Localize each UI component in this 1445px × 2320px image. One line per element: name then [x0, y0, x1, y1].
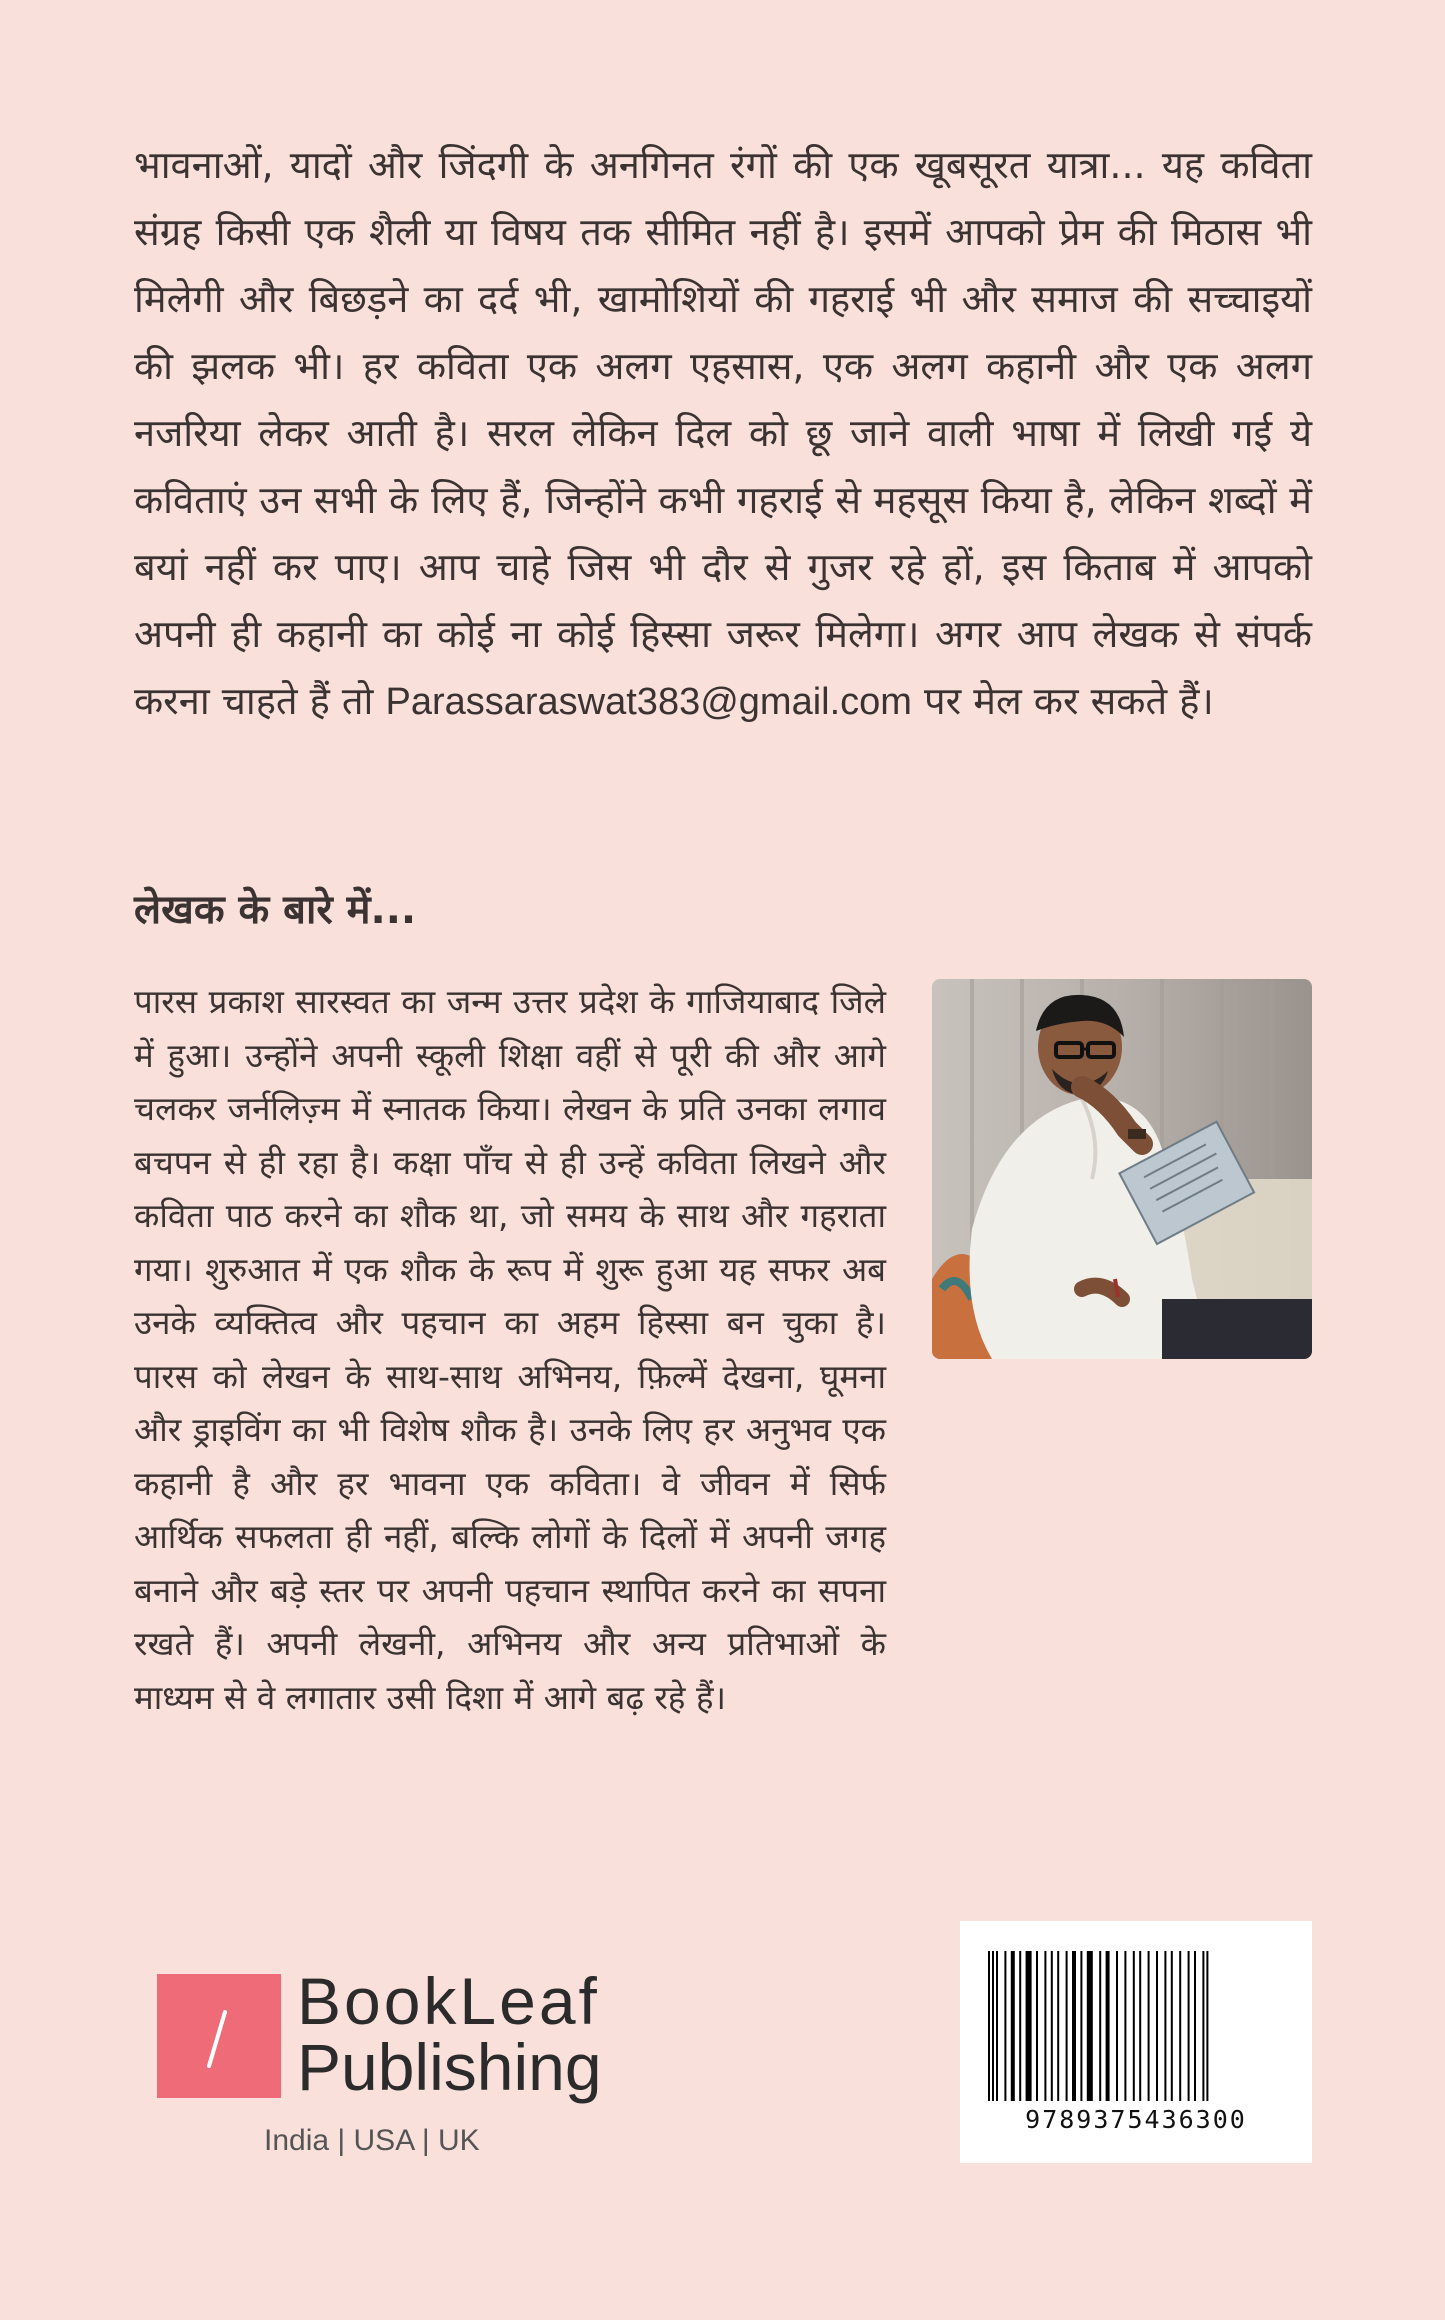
publisher-mark-icon — [157, 1974, 281, 2098]
isbn-number: 9789375436300 — [1025, 2105, 1247, 2134]
book-blurb — [134, 132, 1312, 736]
author-photo — [932, 979, 1312, 1359]
publisher-logo — [157, 1964, 617, 2172]
publisher-name-line1: BookLeaf — [297, 1964, 600, 2038]
isbn-barcode — [960, 1921, 1312, 2163]
contact-email: Parassaraswat383@gmail.com — [385, 681, 912, 723]
about-author-heading: लेखक के बारे में... — [134, 887, 417, 933]
author-bio: पारस प्रकाश सारस्वत का जन्म उत्तर प्रदेश के गाजियाबाद जिले में हुआ। उन्होंने अपनी स्कूली शिक्षा वहीं से पूरी की और आगे चलकर जर्नलिज़्म में स्नातक किया। लेखन के प्रति उनका लगाव बचपन से ही रहा है। कक्षा पाँच से ही उन्हें कविता लिखने और कविता पाठ करने का शौक था, जो समय के साथ और गहराता गया। शुरुआत में एक शौक के रूप में शुरू हुआ यह सफर अब उनके व्यक्तित्व और पहचान का अहम हिस्सा बन चुका है। पारस को लेखन के साथ-साथ अभिनय, फ़िल्में देखना, घूमना और ड्राइविंग का भी विशेष शौक है। उनके लिए हर अनुभव एक कहानी है और हर भावना एक कविता। वे जीवन में सिर्फ आर्थिक सफलता ही नहीं, बल्कि लोगों के दिलों में अपनी जगह बनाने और बड़े स्तर पर अपनी पहचान स्थापित करने का सपना रखते हैं। अपनी लेखनी, अभिनय और अन्य प्रतिभाओं के माध्यम से वे लगातार उसी दिशा में आगे बढ़ रहे हैं। — [134, 982, 886, 1717]
blurb-email-suffix: पर मेल कर सकते हैं। — [911, 679, 1214, 723]
barcode-bars — [986, 1951, 1286, 2101]
blurb-text: भावनाओं, यादों और जिंदगी के अनगिनत रंगों की एक खूबसूरत यात्रा... यह कविता संग्रह किसी एक शैली या विषय तक सीमित नहीं है। इसमें आपको प्रेम की मिठास भी मिलेगी और बिछड़ने का दर्द भी, खामोशियों की गहराई भी और समाज की सच्चाइयों की झलक भी। हर कविता एक अलग एहसास, एक अलग कहानी और एक अलग नजरिया लेकर आती है। सरल लेकिन दिल को छू जाने वाली भाषा में लिखी गई ये कविताएं उन सभी के लिए हैं, जिन्होंने कभी गहराई से महसूस किया है, लेकिन शब्दों में बयां नहीं कर पाए। आप चाहे जिस भी दौर से गुजर रहे हों, इस किताब में आपको अपनी ही कहानी का कोई ना कोई हिस्सा जरूर मिलेगा। अगर आप लेखक से संपर्क करना चाहते हैं तो — [134, 143, 1312, 723]
publisher-name-line2: Publishing — [297, 2030, 602, 2104]
publisher-regions: India | USA | UK — [264, 2124, 480, 2157]
